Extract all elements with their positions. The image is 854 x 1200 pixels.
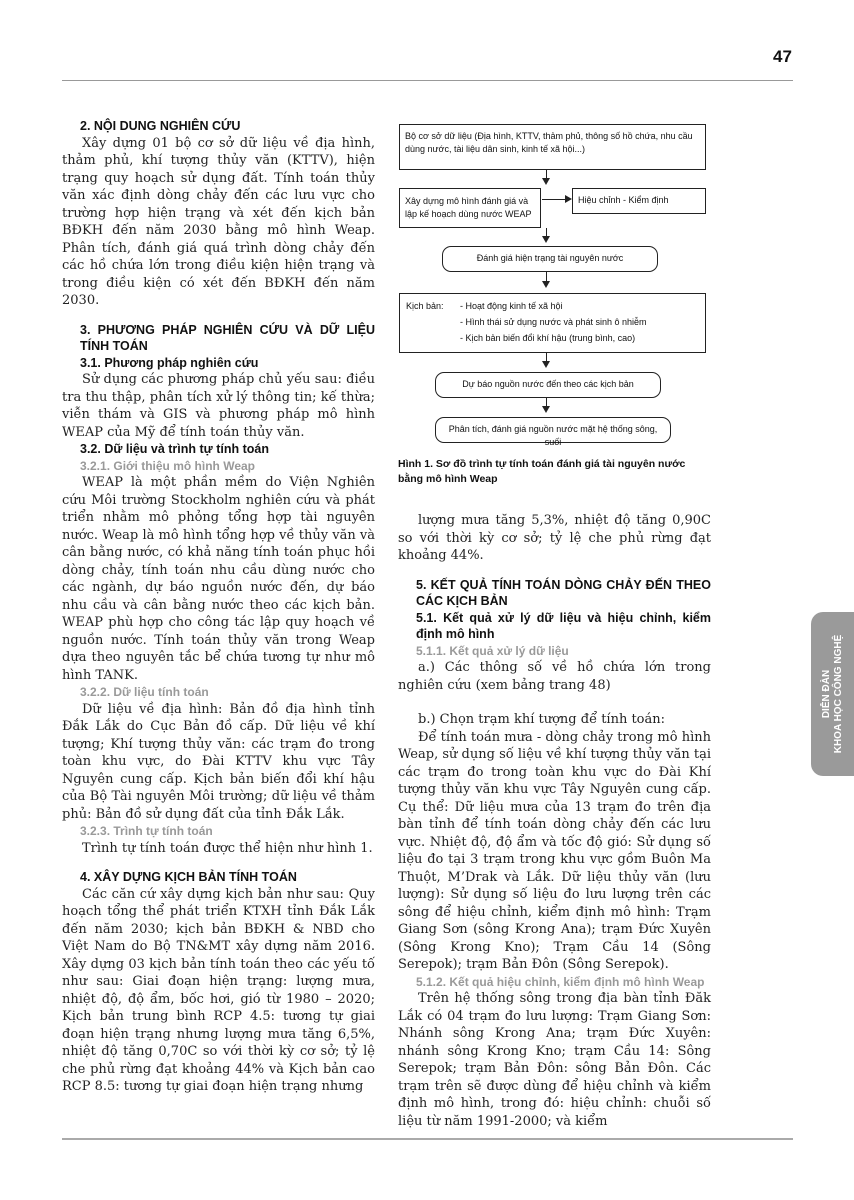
arrow-down-icon (546, 398, 547, 411)
right-column (398, 512, 711, 1130)
paragraph-spacer (398, 694, 711, 711)
continued-paragraph: lượng mưa tăng 5,3%, nhiệt độ tăng 0,90C so với thời kỳ cơ sở; tỷ lệ che phủ rừng đạt khoảng 44%. (398, 513, 711, 563)
arrow-down-icon (546, 353, 547, 366)
section-5-1-2-paragraph: Trên hệ thống sông trong địa bàn tỉnh Đăk Lắk có 04 trạm đo lưu lượng: Trạm Giang Sơn: Nhánh sông Krong Ana; trạm Đức Xuyên: nhánh sông Krong Kno; trạm Cầu 14: Sông Serepok; trạm Bản Đôn: sông Bản Đôn. Các trạm trên sẽ được dùng để hiệu chỉnh và kiểm định mô hình, trong đó: hiệu chỉnh: chuỗi số liệu từ năm 1991-2000; và kiểm (398, 991, 711, 1129)
section-3-2-2-paragraph: Dữ liệu về địa hình: Bản đồ địa hình tỉnh Đắk Lắk do Cục Bản đồ cấp. Dữ liệu về khí tượng; Khí tượng thủy văn: các trạm đo trong toàn khu vực, do Đài KTTV khu vực Tây Nguyên cung cấp. Kịch bản biến đổi khí hậu của Bộ Tài nguyên Môi trường; dữ liệu về thảm phủ: Bản đồ sử dụng đất của tỉnh Đắk Lắk. (62, 701, 375, 822)
arrow-down-icon (546, 170, 547, 183)
flowchart-box-forecast: Dự báo nguồn nước đến theo các kịch bản (435, 372, 661, 398)
section-3-2-1-paragraph: WEAP là một phần mềm do Viện Nghiên cứu Môi trường Stockholm nghiên cứu và phát triển nhằm mô phỏng tổng hợp tài nguyên nước. Weap là mô hình tổng hợp về thủy văn và cân bằng nước, có khả năng tính toán phục hồi dòng chảy, tính toán nhu cầu dùng nước cho các ngành, dự báo nguồn nước đến, dự báo nhu cầu và cân bằng nước theo các kịch bản. WEAP phù hợp cho công tác lập quy hoạch về nguồn nước. Tính toán thủy văn trong Weap dựa theo nguyên tắc bể chứa tương tự như mô hình TANK. (62, 475, 375, 683)
arrow-down-icon (546, 228, 547, 241)
flowchart-box-scenarios (399, 293, 706, 353)
section-3-heading: 3. PHƯƠNG PHÁP NGHIÊN CỨU VÀ DỮ LIỆU TÍNH TOÁN (80, 322, 375, 353)
side-tab-label: DIỄN ĐÀN KHOA HỌC CÔNG NGHỆ (820, 634, 844, 754)
section-5-1-1-heading: 5.1.1. Kết quả xử lý dữ liệu (416, 643, 569, 658)
section-5-1-heading: 5.1. Kết quả xử lý dữ liệu và hiệu chỉnh, kiểm định mô hình (416, 610, 711, 641)
section-3-2-2-heading: 3.2.2. Dữ liệu tính toán (80, 685, 209, 699)
section-3-1-heading: 3.1. Phương pháp nghiên cứu (80, 355, 259, 370)
scenario-item: - Hoạt động kinh tế xã hội (460, 301, 563, 311)
scenarios-label: Kịch bản: (406, 301, 444, 311)
flowchart-box-database: Bộ cơ sở dữ liệu (Địa hình, KTTV, thảm phủ, thông số hồ chứa, nhu cầu dùng nước, tài liệu dân sinh, kinh tế xã hội...) (399, 124, 706, 170)
section-5-1-2-heading: 5.1.2. Kết quả hiệu chỉnh, kiểm định mô hình Weap (416, 974, 705, 989)
section-2-paragraph: Xây dựng 01 bộ cơ sở dữ liệu về địa hình, thảm phủ, khí tượng thủy văn (KTTV), hiện trạng quy hoạch sử dụng đất. Tính toán thủy văn xác định dòng chảy đến các lưu vực cho trường hợp hiện trạng và xét đến kịch bản BĐKH đến năm 2030 bằng mô hình Weap. Phân tích, đánh giá quá trình dòng chảy đến các hồ chứa lớn trong điều kiện hiện trạng và trong điều kiện có xét đến BĐKH đến năm 2030. (62, 135, 375, 308)
section-5-heading: 5. KẾT QUẢ TÍNH TOÁN DÒNG CHẢY ĐẾN THEO CÁC KỊCH BẢN (416, 577, 711, 608)
flowchart-box-weap-model: Xây dựng mô hình đánh giá và lập kế hoạch dùng nước WEAP (399, 188, 541, 228)
arrow-right-icon (542, 199, 570, 200)
section-4-paragraph: Các căn cứ xây dựng kịch bản như sau: Quy hoạch tổng thể phát triển KTXH tỉnh Đắk Lắk đến năm 2030; kịch bản BĐKH & NBD cho Việt Nam do Bộ TN&MT xây dựng năm 2016. Xây dựng 03 kịch bản tính toán theo các yếu tố như sau: Giai đoạn hiện trạng: lượng mưa, nhiệt độ, độ ẩm, bốc hơi, gió từ 1980 – 2020; Kịch bản trung bình RCP 4.5: tương tự giai đoạn hiện trạng nhưng lượng mưa tăng 6,5%, nhiệt độ tăng 0,70C so với thời kỳ cơ sở; tỷ lệ che phủ rừng đạt khoảng 44% và Kịch bản cao RCP 8.5: tương tự giai đoạn hiện trạng nhưng (62, 886, 375, 1094)
section-4-heading: 4. XÂY DỰNG KỊCH BẢN TÍNH TOÁN (80, 870, 297, 884)
scenario-item: - Hình thái sử dụng nước và phát sinh ô nhiễm (460, 317, 647, 327)
section-2-heading: 2. NỘI DUNG NGHIÊN CỨU (80, 119, 241, 133)
section-3-2-3-heading: 3.2.3. Trình tự tính toán (80, 824, 213, 838)
flowchart-figure (395, 118, 715, 448)
figure-caption: Hình 1. Sơ đồ trình tự tính toán đánh giá tài nguyên nước bằng mô hình Weap (398, 458, 686, 485)
flowchart-box-analysis: Phân tích, đánh giá nguồn nước mặt hệ thống sông, suối (435, 417, 671, 443)
left-column (62, 118, 375, 1096)
section-3-2-3-paragraph: Trình tự tính toán được thể hiện như hình 1. (82, 840, 373, 856)
section-3-2-1-heading: 3.2.1. Giới thiệu mô hình Weap (80, 458, 256, 473)
flowchart-box-calibration: Hiệu chỉnh - Kiểm định (572, 188, 706, 214)
section-5-1-1-paragraph-b: b.) Chọn trạm khí tượng để tính toán: (418, 712, 666, 727)
section-5-1-1-paragraph-a: a.) Các thông số về hồ chứa lớn trong nghiên cứu (xem bảng trang 48) (398, 660, 711, 693)
page-number: 47 (773, 47, 792, 66)
flowchart-box-current-assessment: Đánh giá hiện trạng tài nguyên nước (442, 246, 658, 272)
section-3-1-paragraph: Sử dụng các phương pháp chủ yếu sau: điều tra thu thập, phân tích xử lý thông tin; kế thừa; viễn thám và GIS và phương pháp mô hình WEAP của Mỹ để tính toán thủy văn. (62, 372, 375, 440)
side-tab (811, 612, 854, 776)
section-3-2-heading: 3.2. Dữ liệu và trình tự tính toán (80, 442, 269, 456)
scenario-item: - Kịch bản biến đổi khí hậu (trung bình, cao) (460, 333, 636, 343)
header-rule (62, 80, 793, 81)
arrow-down-icon (546, 272, 547, 286)
section-5-1-1-paragraph-c: Để tính toán mưa - dòng chảy trong mô hình Weap, sử dụng số liệu về khí tượng thủy văn tại các trạm đo trong toàn khu vực do Đài Khí tượng thủy văn khu vực Tây Nguyên cung cấp. Cụ thể: Dữ liệu mưa của 13 trạm đo trên địa bàn tỉnh để tính toán dòng chảy đến các lưu vực. Nhiệt độ, độ ẩm và tốc độ gió: Sử dụng số liệu đo tại 3 trạm trong khu vực gồm Buôn Ma Thuột, M’Drak và Lắk. Dữ liệu thủy văn (lưu lượng): Sử dụng số liệu đo lưu lượng trên các sông để hiệu chỉnh, kiểm định mô hình: Trạm Giang Sơn (sông Krong Ana); trạm Đức Xuyên (Sông Krong Kno); Trạm Cầu 14 (Sông Serepok); trạm Bản Đôn (Sông Serepok). (398, 729, 711, 972)
footer-rule (62, 1138, 793, 1140)
